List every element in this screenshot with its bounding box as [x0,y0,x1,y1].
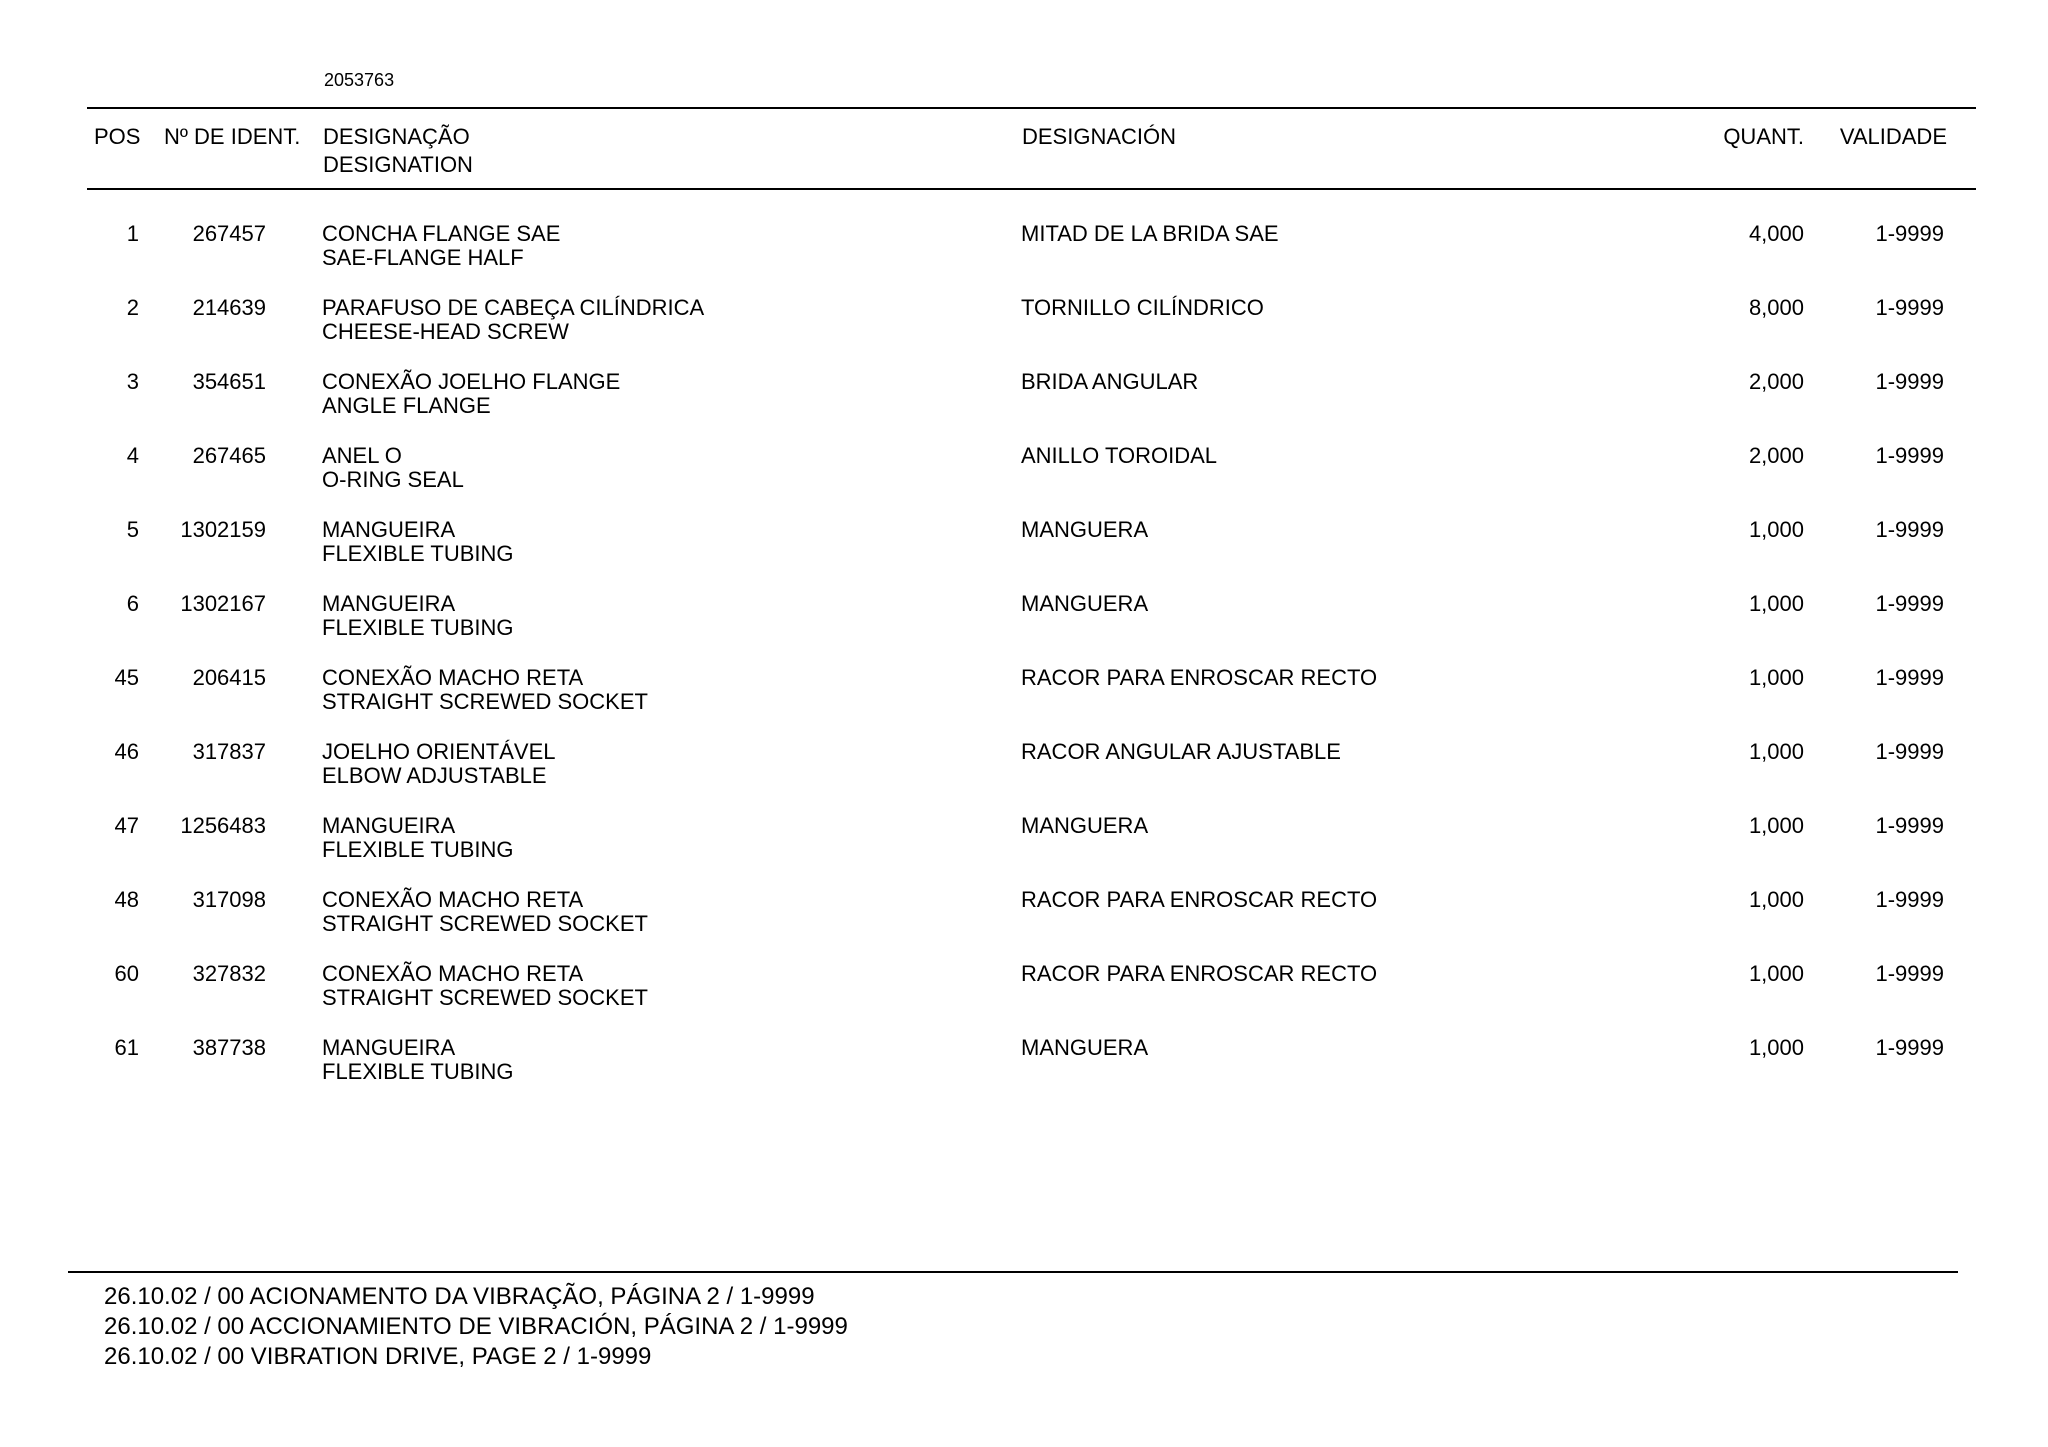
footer-line-es: 26.10.02 / 00 ACCIONAMIENTO DE VIBRACIÓN, PÁGINA 2 / 1-9999 [104,1313,848,1340]
row-validity: 1-9999 [1875,961,1944,986]
row-quantity: 1,000 [1748,739,1804,764]
row-designation-en: FLEXIBLE TUBING [322,615,514,640]
row-ident: 267465 [192,443,266,468]
row-validity: 1-9999 [1875,813,1944,838]
footer-line-pt: 26.10.02 / 00 ACIONAMENTO DA VIBRAÇÃO, PÁGINA 2 / 1-9999 [104,1283,815,1310]
row-designation-pt: CONEXÃO MACHO RETA [322,665,584,690]
column-header-designacao: DESIGNAÇÃO [323,124,470,149]
row-designation-pt: MANGUEIRA [322,591,456,616]
table-row [0,962,2048,1036]
row-ident: 354651 [192,369,266,394]
row-quantity: 1,000 [1748,1035,1804,1060]
row-quantity: 1,000 [1748,813,1804,838]
column-header-ident: Nº DE IDENT. [164,124,301,149]
row-designation-en: FLEXIBLE TUBING [322,837,514,862]
row-pos: 3 [126,369,139,394]
row-quantity: 1,000 [1748,887,1804,912]
row-pos: 47 [114,813,139,838]
row-pos: 60 [114,961,139,986]
row-validity: 1-9999 [1875,517,1944,542]
footer-rule [68,1271,1958,1273]
row-designation-pt: MANGUEIRA [322,1035,456,1060]
row-designation-en: ELBOW ADJUSTABLE [322,763,547,788]
row-designation-es: MITAD DE LA BRIDA SAE [1021,221,1279,246]
row-quantity: 2,000 [1748,443,1804,468]
column-header-pos: POS [94,124,141,149]
row-designation-en: STRAIGHT SCREWED SOCKET [322,911,648,936]
row-validity: 1-9999 [1875,295,1944,320]
row-designation-pt: CONEXÃO MACHO RETA [322,887,584,912]
table-row [0,370,2048,444]
row-ident: 387738 [192,1035,266,1060]
row-ident: 1302167 [180,591,266,616]
row-designation-en: ANGLE FLANGE [322,393,491,418]
table-row [0,444,2048,518]
row-designation-es: RACOR PARA ENROSCAR RECTO [1021,887,1378,912]
row-designation-en: O-RING SEAL [322,467,464,492]
row-designation-es: MANGUERA [1021,591,1149,616]
table-row [0,666,2048,740]
column-header-designation [323,123,473,179]
row-pos: 45 [114,665,139,690]
row-validity: 1-9999 [1875,369,1944,394]
row-ident: 317098 [192,887,266,912]
row-designation-pt: PARAFUSO DE CABEÇA CILÍNDRICA [322,295,705,320]
row-designation-pt: ANEL O [322,443,402,468]
table-row [0,222,2048,296]
table-row [0,814,2048,888]
row-validity: 1-9999 [1875,665,1944,690]
row-pos: 5 [126,517,139,542]
row-designation-en: SAE-FLANGE HALF [322,245,524,270]
row-pos: 6 [126,591,139,616]
footer [104,1282,848,1372]
row-designation-en: FLEXIBLE TUBING [322,1059,514,1084]
row-pos: 2 [126,295,139,320]
column-header-designacion: DESIGNACIÓN [1022,124,1177,149]
row-quantity: 1,000 [1748,517,1804,542]
row-designation-en: STRAIGHT SCREWED SOCKET [322,985,648,1010]
row-designation-en: CHEESE-HEAD SCREW [322,319,569,344]
document-number: 2053763 [324,70,395,90]
row-pos: 4 [126,443,139,468]
row-pos: 61 [114,1035,139,1060]
footer-line-en: 26.10.02 / 00 VIBRATION DRIVE, PAGE 2 / 1-9999 [104,1343,652,1370]
column-header-designation-en: DESIGNATION [323,152,473,177]
table-row [0,1036,2048,1110]
table-row [0,888,2048,962]
row-designation-pt: MANGUEIRA [322,517,456,542]
row-designation-pt: JOELHO ORIENTÁVEL [322,739,556,764]
parts-table [0,222,2048,1110]
header-top-rule [87,107,1976,109]
table-row [0,592,2048,666]
row-ident: 317837 [192,739,266,764]
row-designation-pt: CONEXÃO MACHO RETA [322,961,584,986]
row-designation-es: TORNILLO CILÍNDRICO [1021,295,1264,320]
row-designation-es: ANILLO TOROIDAL [1021,443,1218,468]
header-bottom-rule [87,188,1976,190]
row-pos: 46 [114,739,139,764]
row-designation-pt: CONEXÃO JOELHO FLANGE [322,369,621,394]
row-validity: 1-9999 [1875,887,1944,912]
row-ident: 1256483 [180,813,266,838]
row-ident: 214639 [192,295,266,320]
row-validity: 1-9999 [1875,221,1944,246]
row-quantity: 2,000 [1748,369,1804,394]
table-row [0,296,2048,370]
row-designation-en: FLEXIBLE TUBING [322,541,514,566]
column-header-quant: QUANT. [1723,124,1804,149]
row-validity: 1-9999 [1875,443,1944,468]
table-row [0,518,2048,592]
row-designation-pt: CONCHA FLANGE SAE [322,221,561,246]
row-quantity: 4,000 [1748,221,1804,246]
row-designation-es: MANGUERA [1021,517,1149,542]
row-designation-es: RACOR PARA ENROSCAR RECTO [1021,961,1378,986]
row-ident: 1302159 [180,517,266,542]
row-ident: 327832 [192,961,266,986]
row-quantity: 1,000 [1748,961,1804,986]
row-pos: 48 [114,887,139,912]
row-validity: 1-9999 [1875,739,1944,764]
row-quantity: 8,000 [1748,295,1804,320]
row-designation-en: STRAIGHT SCREWED SOCKET [322,689,648,714]
row-designation-es: RACOR ANGULAR AJUSTABLE [1021,739,1341,764]
row-quantity: 1,000 [1748,591,1804,616]
column-header-validade: VALIDADE [1839,124,1947,149]
row-designation-pt: MANGUEIRA [322,813,456,838]
row-validity: 1-9999 [1875,1035,1944,1060]
row-ident: 267457 [192,221,266,246]
row-ident: 206415 [192,665,266,690]
row-designation-es: RACOR PARA ENROSCAR RECTO [1021,665,1378,690]
row-quantity: 1,000 [1748,665,1804,690]
row-validity: 1-9999 [1875,591,1944,616]
row-designation-es: MANGUERA [1021,813,1149,838]
row-pos: 1 [126,221,139,246]
table-row [0,740,2048,814]
row-designation-es: BRIDA ANGULAR [1021,369,1199,394]
row-designation-es: MANGUERA [1021,1035,1149,1060]
